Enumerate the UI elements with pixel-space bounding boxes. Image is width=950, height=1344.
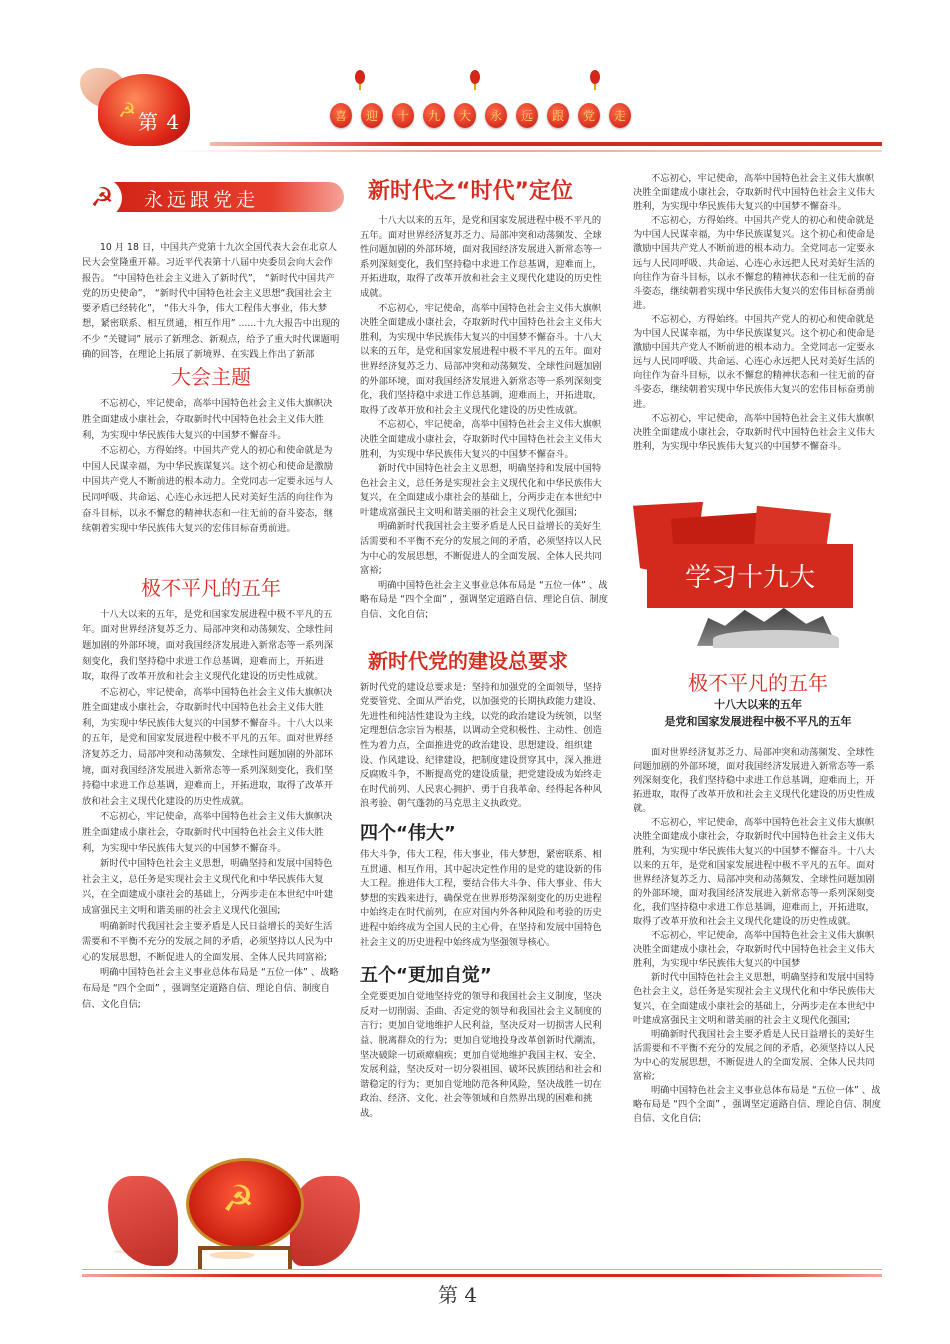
paragraph: 明确新时代我国社会主要矛盾是人民日益增长的美好生活需要和不平衡不充分的发展之间的矛盾，必须坚持以人民为中心的发展思想，不断促进人的全面发展、全体人民共同富裕;	[82, 920, 334, 963]
subtitle: 十八大以来的五年	[714, 697, 802, 711]
five-consciousness-heading: 五个“更加自觉”	[360, 965, 492, 987]
study-title: 学习十九大	[684, 563, 815, 594]
four-greats-heading: 四个“伟大”	[360, 822, 456, 844]
column-left	[82, 172, 340, 1012]
paragraph: 不忘初心，牢记使命，高举中国特色社会主义伟大旗帜决胜全面建成小康社会，夺取新时代中国特色社会主义伟大胜利，为实现中华民族伟大复兴的中国梦不懈奋斗。十八大以来的五年，是党和国家发展进程中极不平凡的五年。面对世界经济复苏乏力、局部冲突和动荡频发、全球性问题加剧的外部环境，面对我国经济发展进入新常态等一系列深刻变化，我们坚持稳中求进工作总基调，迎难而上，开拓进取，取得了改革开放和社会主义现代化建设的历史性成就。	[82, 686, 334, 807]
section-title: 永远跟党走	[144, 189, 260, 211]
paragraph: 十八大以来的五年，是党和国家发展进程中极不平凡的五年。面对世界经济复苏乏力、局部冲突和动荡频发、全球性问题加剧的外部环境，面对我国经济发展进入新常态等一系列深刻变化，我们坚持稳中求进工作总基调，迎难而上，开拓进取，取得了改革开放和社会主义现代化建设的历史性成就。	[360, 215, 602, 299]
paragraph: 伟大斗争，伟大工程，伟大事业，伟大梦想，紧密联系、相互贯通、相互作用，其中起决定性作用的是党的建设新的伟大工程。推进伟大工程，要结合伟大斗争、伟大事业、伟大梦想的实践来进行，确保党在世界形势深刻变化的历史进程中始终走在时代前列，在应对国内外各种风险和考验的历史进程中始终成为全国人民的主心骨，在坚持和发展中国特色社会主义的历史进程中始终成为坚强领导核心。	[360, 848, 602, 948]
title-ribbon	[108, 182, 344, 212]
paragraph: 明确新时代我国社会主要矛盾是人民日益增长的美好生活需要和不平衡不充分的发展之间的矛盾，必须坚持以人民为中心的发展思想，不断促进人的全面发展、全体人民共同富裕;	[633, 1028, 875, 1083]
paragraph: 不忘初心，牢记使命，高举中国特色社会主义伟大旗帜决胜全面建成小康社会，夺取新时代中国特色社会主义伟大胜利，为实现中华民族伟大复兴的中国梦不懈奋斗。	[633, 173, 875, 213]
header-banner	[330, 103, 631, 128]
column-right	[633, 172, 883, 1126]
party-building-heading: 新时代党的建设总要求	[368, 648, 568, 673]
paragraph: 新时代党的建设总要求是：坚持和加强党的全面领导，坚持党要管党、全面从严治党，以加强党的长期执政能力建设、先进性和纯洁性建设为主线，以党的政治建设为统领，以坚定理想信念宗旨为根基，以调动全党积极性、主动性、创造性为着力点，全面推进党的政治建设、思想建设、组织建设、作风建设、纪律建设，把制度建设贯穿其中，深入推进反腐败斗争，不断提高党的建设质量，把党建设成为始终走在时代前列、人民衷心拥护、勇于自我革命、经得起各种风浪考验、朝气蓬勃的马克思主义执政党。	[360, 681, 602, 810]
banner-char: 喜	[330, 103, 352, 128]
paragraph: 不忘初心，牢记使命，高举中国特色社会主义伟大旗帜决胜全面建成小康社会，夺取新时代中国特色社会主义伟大胜利，为实现中华民族伟大复兴的中国梦不懈奋斗。	[82, 398, 333, 441]
header-divider	[210, 142, 882, 146]
five-years-heading: 极不平凡的五年	[141, 575, 281, 600]
paragraph: 明确中国特色社会主义事业总体布局是 “五位一体” 、战略布局是 “四个全面” ，强调坚定道路自信、理论自信、制度自信、文化自信;	[360, 579, 608, 621]
banner-char: 走	[609, 103, 631, 128]
section-title-bar	[82, 178, 340, 218]
paragraph: 新时代中国特色社会主义思想，明确坚持和发展中国特色社会主义，总任务是实现社会主义现代化和中华民族伟大复兴，在全面建成小康社会的基础上，分两步走在本世纪中叶建成富强民主文明和谐美丽的社会主义现代化强国;	[633, 972, 875, 1026]
era-heading: 新时代之“时代”定位	[368, 179, 573, 204]
study-illustration	[633, 502, 839, 662]
banner-char: 迎	[361, 103, 383, 128]
footer-page-number: 第 4	[438, 1283, 478, 1307]
banner-char: 大	[454, 103, 476, 128]
banner-char: 九	[423, 103, 445, 128]
banner-char: 永	[485, 103, 507, 128]
lantern-icon	[590, 70, 600, 84]
hammer-sickle-icon: ☭	[82, 178, 122, 218]
banner-char: 跟	[547, 103, 569, 128]
paragraph: 全党要更加自觉地坚持党的领导和我国社会主义制度，坚决反对一切削弱、歪曲、否定党的领导和我国社会主义制度的言行；更加自觉地维护人民利益，坚决反对一切损害人民利益、脱离群众的行为；更加自觉地投身改革创新时代潮流，坚决破除一切顽瘴痼疾；更加自觉地维护我国主权、安全、发展利益，坚决反对一切分裂祖国、破坏民族团结和社会和谐稳定的行为；更加自觉地防范各种风险，坚决战胜一切在政治、经济、文化、社会等领域和自然界出现的困难和挑战。	[360, 991, 602, 1119]
paragraph: 明确中国特色社会主义事业总体布局是 “五位一体” 、战略布局是 “四个全面” ，强调坚定道路自信、理论自信、制度自信、文化自信;	[633, 1085, 881, 1125]
paragraph: 新时代中国特色社会主义思想，明确坚持和发展中国特色社会主义，总任务是实现社会主义现代化和中华民族伟大复兴，在全面建成小康社会的基础上，分两步走在本世纪中叶建成富强民主文明和谐美丽的社会主义现代化强国;	[82, 858, 334, 916]
column-middle	[360, 172, 610, 1121]
footer-divider-thin	[82, 1269, 882, 1270]
paragraph: 新时代中国特色社会主义思想，明确坚持和发展中国特色社会主义，总任务是实现社会主义现代化和中华民族伟大复兴，在全面建成小康社会的基础上，分两步走在本世纪中叶建成富强民主文明和谐美丽的社会主义现代化强国;	[360, 463, 602, 518]
study-banner	[647, 544, 853, 608]
paragraph: 不忘初心，牢记使命，高举中国特色社会主义伟大旗帜决胜全面建成小康社会，夺取新时代中国特色社会主义伟大胜利，为实现中华民族伟大复兴的中国梦	[633, 930, 875, 970]
paragraph: 不忘初心，方得始终。中国共产党人的初心和使命就是为中国人民谋幸福，为中华民族谋复兴。这个初心和使命是激励中国共产党人不断前进的根本动力。全党同志一定要永远与人民同呼吸、共命运、心连心永远把人民对美好生活的向往作为奋斗目标，以永不懈怠的精神状态和一往无前的奋斗姿态，继续朝着实现中华民族伟大复兴的宏伟目标奋勇前进。	[633, 215, 875, 311]
drum-stand	[198, 1246, 292, 1270]
paragraph: 不忘初心，牢记使命，高举中国特色社会主义伟大旗帜决胜全面建成小康社会，夺取新时代中国特色社会主义伟大胜利，为实现中华民族伟大复兴的中国梦不懈奋斗。	[633, 412, 875, 452]
header-divider-thin	[170, 150, 882, 152]
paragraph: 不忘初心，牢记使命，高举中国特色社会主义伟大旗帜决胜全面建成小康社会，夺取新时代中国特色社会主义伟大胜利，为实现中华民族伟大复兴的中国梦不懈奋斗。十八大以来的五年，是党和国家发展进程中极不平凡的五年。面对世界经济复苏乏力、局部冲突和动荡频发、全球性问题加剧的外部环境，面对我国经济发展进入新常态等一系列深刻变化，我们坚持稳中求进工作总基调，迎难而上，开拓进取，取得了改革开放和社会主义现代化建设的历史性成就。	[360, 302, 602, 416]
banner-char: 远	[516, 103, 538, 128]
lantern-icon	[470, 70, 480, 84]
paragraph: 明确新时代我国社会主要矛盾是人民日益增长的美好生活需要和不平衡不充分的发展之间的矛盾，必须坚持以人民为中心的发展思想，不断促进人的全面发展、全体人民共同富裕;	[360, 521, 602, 577]
theme-heading: 大会主题	[171, 365, 251, 390]
page-number: 第 4	[138, 110, 181, 134]
footer-divider	[82, 1274, 882, 1277]
hammer-sickle-icon: ☭	[118, 98, 136, 122]
paragraph: 不忘初心，方得始终。中国共产党人的初心和使命就是为中国人民谋幸福，为中华民族谋复兴。这个初心和使命是激励中国共产党人不断前进的根本动力。全党同志一定要永远与人民同呼吸、共命运、心连心永远把人民对美好生活的向往作为奋斗目标，以永不懈怠的精神状态和一往无前的奋斗姿态，继续朝着实现中华民族伟大复兴的宏伟目标奋勇前进。	[82, 445, 334, 535]
paragraph: 面对世界经济复苏乏力、局部冲突和动荡频发、全球性问题加剧的外部环境，面对我国经济发展进入新常态等一系列深刻变化，我们坚持稳中求进工作总基调，迎难而上，开拓进取，取得了改革开放和社会主义现代化建设的历史性成就。	[633, 746, 875, 815]
paragraph: 不忘初心，牢记使命，高举中国特色社会主义伟大旗帜决胜全面建成小康社会，夺取新时代中国特色社会主义伟大胜利，为实现中华民族伟大复兴的中国梦不懈奋斗。	[360, 419, 602, 460]
paragraph: 不忘初心，牢记使命，高举中国特色社会主义伟大旗帜决胜全面建成小康社会，夺取新时代中国特色社会主义伟大胜利，为实现中华民族伟大复兴的中国梦不懈奋斗。十八大以来的五年，是党和国家发展进程中极不平凡的五年。面对世界经济复苏乏力、局部冲突和动荡频发、全球性问题加剧的外部环境，面对我国经济发展进入新常态等一系列深刻变化，我们坚持稳中求进工作总基调，迎难而上，开拓进取，取得了改革开放和社会主义现代化建设的历史性成就。	[633, 817, 875, 927]
page-badge	[80, 68, 212, 150]
five-years-heading: 极不平凡的五年	[688, 670, 828, 695]
banner-char: 十	[392, 103, 414, 128]
hammer-sickle-icon: ☭	[222, 1179, 255, 1220]
paragraph: 不忘初心，方得始终。中国共产党人的初心和使命就是为中国人民谋幸福，为中华民族谋复兴。这个初心和使命是激励中国共产党人不断前进的根本动力。全党同志一定要永远与人民同呼吸、共命运、心连心永远把人民对美好生活的向往作为奋斗目标，以永不懈怠的精神状态和一往无前的奋斗姿态，继续朝着实现中华民族伟大复兴的宏伟目标奋勇前进。	[633, 313, 875, 410]
ground-decoration	[713, 630, 839, 648]
drum-illustration	[168, 1152, 318, 1272]
intro-paragraph: 10 月 18 日，中国共产党第十九次全国代表大会在北京人民大会堂隆重开幕。习近平代表第十八届中央委员会向大会作报告。 “中国特色社会主义进入了新时代”， “新时代中国共产党的历史使命”， “新时代中国特色社会主义思想“我国社会主要矛盾已经转化”， “伟大斗争，伟大工程伟大事业，伟大梦想，紧密联系、相互贯通，相互作用” ......十九大报告中出现的不少 “关键词” 展示了新理念、新观点，给予了重大时代课题明确的回答，在理论上拓展了新境界、在实践上作出了新部	[82, 242, 340, 361]
paragraph: 十八大以来的五年，是党和国家发展进程中极不平凡的五年。面对世界经济复苏乏力、局部冲突和动荡频发、全球性问题加剧的外部环境，面对我国经济发展进入新常态等一系列深刻变化，我们坚持稳中求进工作总基调，迎难而上，开拓进取，取得了改革开放和社会主义现代化建设的历史性成就。	[82, 608, 334, 683]
lantern-icon	[355, 70, 365, 84]
paragraph: 不忘初心，牢记使命，高举中国特色社会主义伟大旗帜决胜全面建成小康社会，夺取新时代中国特色社会主义伟大胜利，为实现中华民族伟大复兴的中国梦不懈奋斗。	[82, 811, 333, 854]
paragraph: 明确中国特色社会主义事业总体布局是 “五位一体” 、战略布局是 “四个全面” ，强调坚定道路自信、理论自信、制度自信、文化自信;	[82, 967, 339, 1010]
banner-char: 党	[578, 103, 600, 128]
subtitle: 是党和国家发展进程中极不平凡的五年	[664, 714, 852, 728]
